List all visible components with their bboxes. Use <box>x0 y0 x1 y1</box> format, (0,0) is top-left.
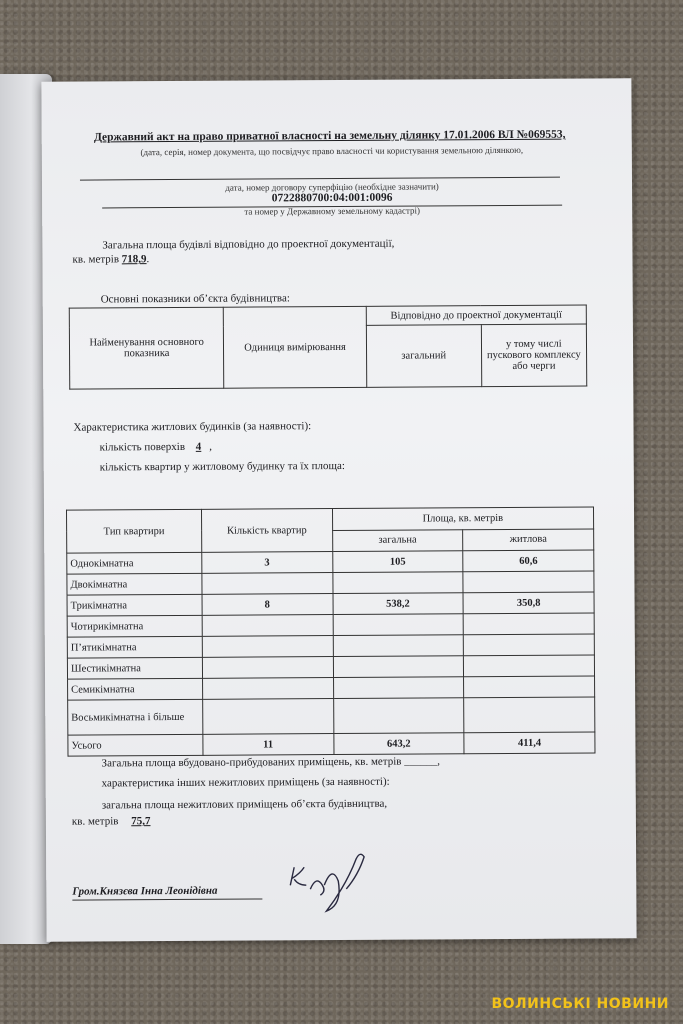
col-living-header: житлова <box>463 528 594 550</box>
apartment-type: Однокімнатна <box>67 552 202 574</box>
floors-suffix: , <box>209 440 213 453</box>
apartment-type: Усього <box>68 734 203 756</box>
col-total-header: загальний <box>366 325 481 388</box>
table-row <box>68 697 595 735</box>
document-page <box>41 78 636 942</box>
apartment-type: Восьмикімнатна і більше <box>68 699 203 735</box>
area-suffix: . <box>146 253 150 266</box>
cadastral-number: 0722880700:04:001:0096 <box>271 191 393 205</box>
apartment-count: 3 <box>202 552 333 574</box>
apartment-count <box>202 615 333 637</box>
apartment-count: 8 <box>202 594 333 616</box>
publisher-watermark: ВОЛИНСЬКІ НОВИНИ <box>491 996 669 1012</box>
apartment-type: Трикімнатна <box>67 594 202 616</box>
area-value: 718,9 <box>121 253 147 266</box>
apartment-living <box>464 697 595 733</box>
built-in-area: Загальна площа вбудовано-прибудованих приміщень, кв. метрів ______, <box>101 755 441 770</box>
col-total-header: загальна <box>332 529 463 551</box>
apartment-total <box>333 698 464 734</box>
apartment-count <box>202 678 333 700</box>
col-name-header: Найменування основного показника <box>69 307 224 389</box>
apartment-count <box>202 657 333 679</box>
signer-line <box>72 898 262 900</box>
nonresidential-total: загальна площа нежитлових приміщень об’єкта будівництва, <box>101 797 388 812</box>
cadastral-note: та номер у Державному земельному кадастрі) <box>244 205 421 217</box>
apartments-label: кількість квартир у житловому будинку та їх площа: <box>99 459 345 474</box>
apartment-count <box>202 573 333 595</box>
col-area-header: Площа, кв. метрів <box>332 507 594 530</box>
col-count-header: Кількість квартир <box>201 509 332 553</box>
area-prefix: кв. метрів <box>72 253 120 266</box>
apartment-living <box>463 613 594 635</box>
apartment-type: Чотирикімнатна <box>67 615 202 637</box>
superficies-note: дата, номер договору суперфіцію (необхідне зазначити) <box>225 181 439 193</box>
table-row-total <box>68 732 595 756</box>
signer-name: Гром.Князєва Інна Леонідівна <box>72 884 218 898</box>
apartment-living: 411,4 <box>464 732 595 754</box>
floors-value: 4 <box>195 440 202 453</box>
nonres-value-line <box>72 815 161 828</box>
apartment-total <box>333 614 464 636</box>
floors-line <box>100 441 212 454</box>
handwritten-signature <box>286 845 376 916</box>
nonres-value: 75,7 <box>131 815 151 828</box>
apartment-count <box>202 699 333 735</box>
apartment-total <box>332 572 463 594</box>
apartment-type: Шестикімнатна <box>67 657 202 679</box>
col-type-header: Тип квартири <box>66 509 201 553</box>
col-unit-header: Одиниця вимірювання <box>224 306 367 388</box>
apartment-total: 643,2 <box>333 733 464 755</box>
apartment-living: 350,8 <box>463 592 594 614</box>
apartment-total <box>333 677 464 699</box>
apartment-total <box>333 635 464 657</box>
area-value-line <box>72 253 149 265</box>
apartment-type: П’ятикімнатна <box>67 636 202 658</box>
nonres-prefix: кв. метрів <box>71 815 119 828</box>
apartment-type: Семикімнатна <box>68 678 203 700</box>
housing-title: Характеристика житлових будинків (за наявності): <box>73 420 312 434</box>
floors-label: кількість поверхів <box>99 440 186 454</box>
document-title: Державний акт на право приватної власності на земельну ділянку 17.01.2006 ВЛ №069553, <box>93 128 566 144</box>
apartments-table <box>66 506 595 756</box>
apartment-type: Двокімнатна <box>67 573 202 595</box>
apartment-count <box>202 636 333 658</box>
apartment-living <box>464 676 595 698</box>
indicators-table <box>69 304 587 389</box>
apartment-living <box>464 634 595 656</box>
apartment-living <box>464 655 595 677</box>
blank-line <box>80 177 560 181</box>
title-note: (дата, серія, номер документа, що посвідчує право власності чи користування земельною ділянкою, <box>140 144 524 158</box>
nonresidential-title: характеристика інших нежитлових приміщень (за наявності): <box>101 775 390 790</box>
apartment-count: 11 <box>203 734 334 756</box>
apartment-living: 60,6 <box>463 550 594 572</box>
area-line: Загальна площа будівлі відповідно до проектної документації, <box>102 237 395 252</box>
apartment-total <box>333 656 464 678</box>
apartment-total: 538,2 <box>333 593 464 615</box>
col-start-header: у тому числі пускового комплексу або черги <box>481 324 587 387</box>
col-group-header: Відповідно до проектної документації <box>366 305 586 325</box>
indicators-title: Основні показники об’єкта будівництва: <box>100 292 290 306</box>
apartment-living <box>463 571 594 593</box>
apartment-total: 105 <box>332 551 463 573</box>
